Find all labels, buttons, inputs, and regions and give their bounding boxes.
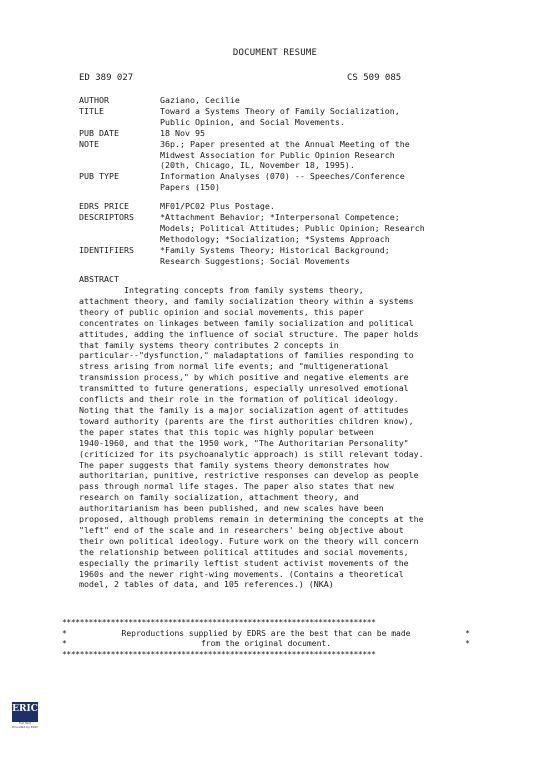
meta-row-author	[79, 95, 479, 106]
abstract-line: stress arising from normal life events; and "multigenerational	[79, 361, 389, 372]
abstract-line: pass through normal life stages. The paper also states that new	[79, 481, 394, 492]
meta-label: NOTE	[79, 138, 99, 149]
abstract-line: Noting that the family is a major socialization agent of attitudes	[79, 404, 409, 415]
metadata-block	[79, 95, 479, 267]
reproduction-notice	[62, 618, 470, 660]
abstract-line: the relationship between political attitudes and social movements,	[79, 546, 409, 557]
eric-logo-subtext: Full Text Provided by ERIC	[12, 721, 38, 729]
abstract-line: authoritarian, punitive, restrictive responses can develop as people	[79, 470, 419, 481]
abstract-line: the paper states that this topic was highly popular between	[79, 426, 374, 437]
meta-value: 36p.; Paper presented at the Annual Meeting of the Midwest Association for Public Opinion Research (20th, Chicago, IL, November 18, 1995).	[160, 138, 410, 171]
abstract-line: transmitted to future generations, especially unresolved emotional	[79, 383, 409, 394]
meta-label: EDRS PRICE	[79, 201, 129, 212]
abstract-text	[79, 285, 479, 590]
abstract-line: 1960s and the newer right-wing movements. (Contains a theoretical	[79, 568, 404, 579]
abstract-line: "left" end of the scale and in researchers' being objective about	[79, 524, 404, 535]
abstract-line: attachment theory, and family socialization theory within a systems	[79, 295, 414, 306]
abstract-line: proposed, although problems remain in determining the concepts at the	[79, 514, 424, 525]
star-edge-left: *	[62, 639, 67, 648]
abstract-line: particular--"dysfunction," maladaptations of families responding to	[79, 350, 414, 361]
abstract-line: model, 2 tables of data, and 105 references.) (NKA)	[79, 579, 334, 590]
star-border-top: ***********************************************************************	[62, 618, 376, 627]
ed-number: ED 389 027	[79, 73, 134, 83]
abstract-line: authoritarianism has been published, and new scales have been	[79, 503, 384, 514]
meta-label: PUB TYPE	[79, 171, 119, 182]
abstract-line: The paper suggests that family systems theory demonstrates how	[79, 459, 389, 470]
eric-logo	[12, 702, 38, 732]
abstract-line: conflicts and their role in the formation of political ideology.	[79, 394, 399, 405]
notice-line-1-row	[62, 629, 470, 640]
meta-label: IDENTIFIERS	[79, 244, 134, 255]
meta-label: AUTHOR	[79, 95, 109, 105]
meta-value: *Attachment Behavior; *Interpersonal Competence; Models; Political Attitudes; Public Opinion; Research Methodology; *Socialization; *Systems Approach	[160, 212, 425, 244]
abstract-line: that family systems theory contributes 2 concepts in	[79, 339, 339, 350]
meta-value: MF01/PC02 Plus Postage.	[160, 201, 275, 212]
star-edge-right: *	[465, 628, 470, 638]
abstract-line: toward authority (parents are the first authorities children know),	[79, 415, 414, 426]
meta-row-identifiers	[79, 245, 479, 267]
abstract-label: ABSTRACT	[79, 274, 119, 284]
notice-line-2: from the original document.	[200, 639, 332, 648]
abstract-line: (criticized for its psychoanalytic approach) is still relevant today.	[79, 448, 424, 459]
cs-number: CS 509 085	[347, 73, 402, 83]
meta-value: 18 Nov 95	[160, 127, 205, 138]
star-edge-right: *	[465, 639, 470, 648]
meta-value: Information Analyses (070) -- Speeches/Conference Papers (150)	[160, 171, 405, 193]
meta-row-edrs-price	[79, 201, 479, 212]
abstract-line: transmission process," by which positive and negative elements are	[79, 372, 409, 383]
abstract-line: concentrates on linkages between family socialization and political	[79, 317, 414, 328]
abstract-line: research on family socialization, attachment theory, and	[79, 492, 359, 503]
notice-line-1: Reproductions supplied by EDRS are the best that can be made	[121, 628, 411, 638]
notice-line-2-row	[62, 639, 470, 650]
abstract-line: 1940-1960, and that the 1950 work, "The Authoritarian Personality"	[79, 437, 409, 448]
abstract-line: their own political ideology. Future work on the theory will concern	[79, 535, 419, 546]
meta-label: DESCRIPTORS	[79, 212, 134, 223]
meta-row-pub-date	[79, 128, 479, 139]
star-border-bottom: ***********************************************************************	[62, 649, 376, 659]
eric-logo-text: ERIC	[12, 704, 38, 714]
abstract-line: theory of public opinion and social movements, this paper	[79, 306, 364, 317]
meta-row-descriptors	[79, 212, 479, 245]
meta-value: Toward a Systems Theory of Family Socialization, Public Opinion, and Social Movements.	[160, 105, 400, 127]
meta-value: *Family Systems Theory; Historical Background; Research Suggestions; Social Movements	[160, 244, 390, 266]
meta-row-note	[79, 139, 479, 172]
document-heading: DOCUMENT RESUME	[232, 48, 318, 58]
meta-row-title	[79, 106, 479, 128]
meta-label: TITLE	[79, 105, 104, 116]
abstract-line: attitudes, adding the influence of social structure. The paper holds	[79, 328, 419, 339]
abstract-line: especially the primarily leftist student activist movements of the	[79, 557, 409, 568]
abstract-line: Integrating concepts from family systems theory,	[79, 285, 364, 295]
star-edge-left: *	[62, 628, 67, 638]
meta-label: PUB DATE	[79, 127, 119, 138]
meta-value: Gaziano, Cecilie	[160, 95, 240, 105]
meta-row-pub-type	[79, 171, 479, 193]
